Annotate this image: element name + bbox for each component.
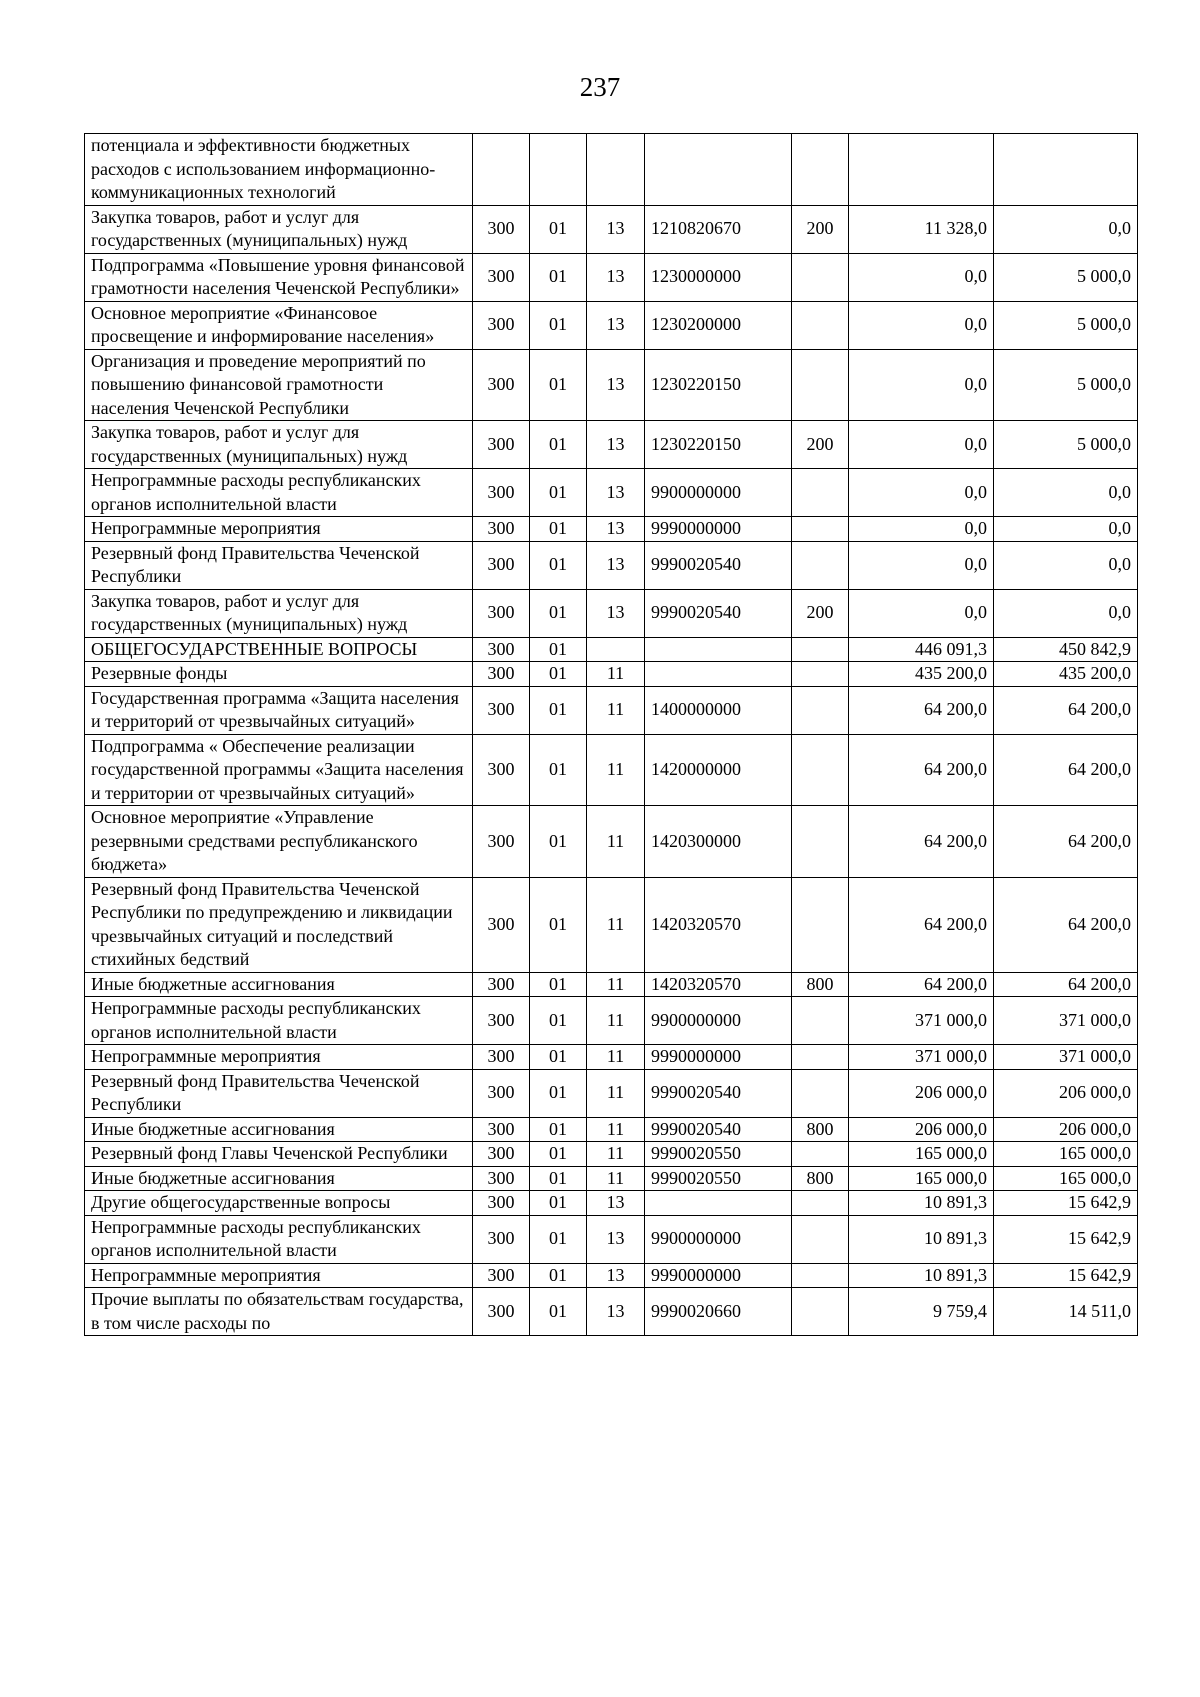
cell-description: Непрограммные мероприятия (85, 517, 473, 542)
cell-amount-year-1: 206 000,0 (849, 1069, 994, 1117)
cell-description: ОБЩЕГОСУДАРСТВЕННЫЕ ВОПРОСЫ (85, 637, 473, 662)
cell-description: Иные бюджетные ассигнования (85, 1117, 473, 1142)
cell-section-code: 01 (530, 1117, 587, 1142)
cell-target-article: 9900000000 (645, 469, 792, 517)
cell-target-article: 1420000000 (645, 734, 792, 806)
cell-section-code (530, 134, 587, 206)
table-body (85, 134, 1138, 1336)
cell-target-article (645, 637, 792, 662)
cell-amount-year-1: 0,0 (849, 517, 994, 542)
cell-department-code: 300 (473, 972, 530, 997)
cell-amount-year-2: 0,0 (994, 541, 1138, 589)
cell-amount-year-1: 165 000,0 (849, 1142, 994, 1167)
table-row (85, 1117, 1138, 1142)
table-row (85, 349, 1138, 421)
cell-expense-type (792, 1069, 849, 1117)
cell-description: Непрограммные мероприятия (85, 1045, 473, 1070)
cell-target-article: 9900000000 (645, 1215, 792, 1263)
table-row (85, 734, 1138, 806)
cell-department-code: 300 (473, 806, 530, 878)
table-row (85, 997, 1138, 1045)
cell-section-code: 01 (530, 205, 587, 253)
cell-expense-type (792, 1191, 849, 1216)
cell-department-code: 300 (473, 517, 530, 542)
cell-amount-year-2: 5 000,0 (994, 421, 1138, 469)
cell-description: Закупка товаров, работ и услуг для государственных (муниципальных) нужд (85, 421, 473, 469)
cell-subsection-code: 13 (587, 253, 645, 301)
table-row (85, 1045, 1138, 1070)
cell-section-code: 01 (530, 589, 587, 637)
cell-section-code: 01 (530, 541, 587, 589)
cell-subsection-code: 13 (587, 469, 645, 517)
cell-target-article: 9900000000 (645, 997, 792, 1045)
cell-expense-type (792, 301, 849, 349)
table-row (85, 662, 1138, 687)
table-row (85, 134, 1138, 206)
cell-description: Иные бюджетные ассигнования (85, 972, 473, 997)
cell-expense-type: 200 (792, 589, 849, 637)
cell-amount-year-1: 10 891,3 (849, 1263, 994, 1288)
cell-target-article: 1420320570 (645, 877, 792, 972)
cell-section-code: 01 (530, 997, 587, 1045)
cell-amount-year-1: 371 000,0 (849, 1045, 994, 1070)
cell-amount-year-1: 64 200,0 (849, 734, 994, 806)
cell-subsection-code: 11 (587, 686, 645, 734)
cell-amount-year-1: 64 200,0 (849, 972, 994, 997)
cell-section-code: 01 (530, 1069, 587, 1117)
cell-subsection-code: 11 (587, 972, 645, 997)
cell-description: Непрограммные мероприятия (85, 1263, 473, 1288)
cell-amount-year-1: 165 000,0 (849, 1166, 994, 1191)
cell-department-code: 300 (473, 1215, 530, 1263)
cell-department-code: 300 (473, 349, 530, 421)
table-row (85, 517, 1138, 542)
cell-description: Закупка товаров, работ и услуг для государственных (муниципальных) нужд (85, 589, 473, 637)
table-row (85, 637, 1138, 662)
cell-department-code: 300 (473, 1288, 530, 1336)
cell-department-code: 300 (473, 637, 530, 662)
cell-amount-year-2: 15 642,9 (994, 1263, 1138, 1288)
cell-department-code: 300 (473, 877, 530, 972)
cell-subsection-code: 11 (587, 662, 645, 687)
cell-target-article: 9990000000 (645, 1045, 792, 1070)
cell-description: Резервный фонд Правительства Чеченской Республики по предупреждению и ликвидации чрезвычайных ситуаций и последствий стихийных бедствий (85, 877, 473, 972)
cell-amount-year-1: 0,0 (849, 301, 994, 349)
cell-description: Государственная программа «Защита населения и территорий от чрезвычайных ситуаций» (85, 686, 473, 734)
cell-department-code: 300 (473, 253, 530, 301)
cell-amount-year-2: 15 642,9 (994, 1215, 1138, 1263)
cell-department-code: 300 (473, 662, 530, 687)
cell-expense-type (792, 637, 849, 662)
cell-amount-year-1: 64 200,0 (849, 686, 994, 734)
cell-target-article (645, 1191, 792, 1216)
cell-section-code: 01 (530, 301, 587, 349)
table-row (85, 1215, 1138, 1263)
cell-department-code: 300 (473, 1191, 530, 1216)
cell-amount-year-2: 371 000,0 (994, 1045, 1138, 1070)
table-row (85, 972, 1138, 997)
table-row (85, 469, 1138, 517)
page-number: 237 (579, 72, 621, 102)
cell-section-code: 01 (530, 806, 587, 878)
cell-expense-type (792, 686, 849, 734)
cell-target-article: 9990020540 (645, 1069, 792, 1117)
cell-description: Резервный фонд Главы Чеченской Республики (85, 1142, 473, 1167)
cell-subsection-code: 13 (587, 1288, 645, 1336)
cell-target-article: 9990020540 (645, 1117, 792, 1142)
cell-subsection-code: 11 (587, 806, 645, 878)
cell-target-article (645, 662, 792, 687)
cell-expense-type (792, 662, 849, 687)
cell-description: Резервный фонд Правительства Чеченской Республики (85, 1069, 473, 1117)
cell-department-code: 300 (473, 1142, 530, 1167)
cell-section-code: 01 (530, 1166, 587, 1191)
cell-amount-year-2: 64 200,0 (994, 734, 1138, 806)
cell-description: Резервные фонды (85, 662, 473, 687)
cell-expense-type (792, 541, 849, 589)
cell-section-code: 01 (530, 517, 587, 542)
cell-amount-year-1: 0,0 (849, 421, 994, 469)
cell-target-article: 9990020540 (645, 589, 792, 637)
cell-expense-type (792, 1263, 849, 1288)
cell-description: Основное мероприятие «Финансовое просвещение и информирование населения» (85, 301, 473, 349)
cell-amount-year-2: 5 000,0 (994, 253, 1138, 301)
cell-subsection-code: 11 (587, 997, 645, 1045)
cell-amount-year-1: 64 200,0 (849, 806, 994, 878)
cell-amount-year-1: 64 200,0 (849, 877, 994, 972)
cell-expense-type (792, 806, 849, 878)
cell-subsection-code: 11 (587, 877, 645, 972)
cell-description: Иные бюджетные ассигнования (85, 1166, 473, 1191)
cell-subsection-code (587, 637, 645, 662)
cell-expense-type (792, 997, 849, 1045)
cell-subsection-code: 11 (587, 1069, 645, 1117)
cell-amount-year-1: 206 000,0 (849, 1117, 994, 1142)
cell-amount-year-1: 0,0 (849, 541, 994, 589)
cell-section-code: 01 (530, 1191, 587, 1216)
cell-target-article: 1400000000 (645, 686, 792, 734)
cell-target-article: 9990000000 (645, 517, 792, 542)
cell-target-article: 9990020660 (645, 1288, 792, 1336)
cell-target-article (645, 134, 792, 206)
cell-target-article: 9990020550 (645, 1142, 792, 1167)
cell-target-article: 1230220150 (645, 421, 792, 469)
cell-description: Непрограммные расходы республиканских органов исполнительной власти (85, 469, 473, 517)
cell-department-code: 300 (473, 734, 530, 806)
cell-description: Другие общегосударственные вопросы (85, 1191, 473, 1216)
budget-table (84, 133, 1138, 1336)
cell-department-code: 300 (473, 1045, 530, 1070)
cell-expense-type (792, 349, 849, 421)
cell-department-code: 300 (473, 1263, 530, 1288)
cell-expense-type (792, 134, 849, 206)
cell-amount-year-2: 206 000,0 (994, 1069, 1138, 1117)
cell-target-article: 9990000000 (645, 1263, 792, 1288)
cell-amount-year-2: 15 642,9 (994, 1191, 1138, 1216)
table-row (85, 806, 1138, 878)
cell-description: Закупка товаров, работ и услуг для государственных (муниципальных) нужд (85, 205, 473, 253)
cell-amount-year-2: 206 000,0 (994, 1117, 1138, 1142)
cell-target-article: 1420320570 (645, 972, 792, 997)
cell-section-code: 01 (530, 1288, 587, 1336)
cell-subsection-code: 13 (587, 421, 645, 469)
cell-amount-year-1: 0,0 (849, 253, 994, 301)
cell-expense-type (792, 517, 849, 542)
cell-amount-year-2: 0,0 (994, 469, 1138, 517)
table-row (85, 1263, 1138, 1288)
cell-expense-type: 200 (792, 205, 849, 253)
cell-target-article: 1230200000 (645, 301, 792, 349)
table-row (85, 877, 1138, 972)
cell-section-code: 01 (530, 637, 587, 662)
table-row (85, 1166, 1138, 1191)
cell-amount-year-2: 435 200,0 (994, 662, 1138, 687)
cell-department-code: 300 (473, 1117, 530, 1142)
cell-section-code: 01 (530, 877, 587, 972)
cell-subsection-code: 13 (587, 205, 645, 253)
cell-amount-year-1: 0,0 (849, 469, 994, 517)
cell-amount-year-2: 450 842,9 (994, 637, 1138, 662)
cell-section-code: 01 (530, 1215, 587, 1263)
cell-amount-year-1: 446 091,3 (849, 637, 994, 662)
cell-department-code: 300 (473, 421, 530, 469)
cell-expense-type (792, 877, 849, 972)
cell-department-code: 300 (473, 469, 530, 517)
cell-expense-type: 800 (792, 1117, 849, 1142)
cell-amount-year-2: 165 000,0 (994, 1166, 1138, 1191)
cell-section-code: 01 (530, 469, 587, 517)
cell-subsection-code: 11 (587, 1142, 645, 1167)
cell-amount-year-2: 64 200,0 (994, 877, 1138, 972)
cell-description: Прочие выплаты по обязательствам государства, в том числе расходы по (85, 1288, 473, 1336)
cell-section-code: 01 (530, 1045, 587, 1070)
cell-description: Резервный фонд Правительства Чеченской Республики (85, 541, 473, 589)
cell-target-article: 1230220150 (645, 349, 792, 421)
cell-amount-year-1: 371 000,0 (849, 997, 994, 1045)
cell-description: Подпрограмма «Повышение уровня финансовой грамотности населения Чеченской Республики» (85, 253, 473, 301)
cell-department-code: 300 (473, 205, 530, 253)
cell-department-code: 300 (473, 1166, 530, 1191)
cell-expense-type (792, 1215, 849, 1263)
cell-amount-year-2: 165 000,0 (994, 1142, 1138, 1167)
cell-description: Непрограммные расходы республиканских органов исполнительной власти (85, 1215, 473, 1263)
cell-department-code: 300 (473, 686, 530, 734)
cell-description: Организация и проведение мероприятий по повышению финансовой грамотности населения Чеченской Республики (85, 349, 473, 421)
cell-department-code: 300 (473, 301, 530, 349)
cell-amount-year-2: 64 200,0 (994, 972, 1138, 997)
cell-section-code: 01 (530, 686, 587, 734)
cell-expense-type: 800 (792, 1166, 849, 1191)
table-row (85, 589, 1138, 637)
cell-subsection-code: 13 (587, 517, 645, 542)
cell-amount-year-1 (849, 134, 994, 206)
cell-amount-year-2 (994, 134, 1138, 206)
cell-amount-year-2: 371 000,0 (994, 997, 1138, 1045)
cell-amount-year-2: 0,0 (994, 517, 1138, 542)
cell-section-code: 01 (530, 662, 587, 687)
cell-expense-type (792, 1142, 849, 1167)
cell-expense-type (792, 1288, 849, 1336)
cell-subsection-code: 13 (587, 1263, 645, 1288)
cell-expense-type (792, 253, 849, 301)
cell-subsection-code: 13 (587, 349, 645, 421)
cell-description: Подпрограмма « Обеспечение реализации государственной программы «Защита населения и территории от чрезвычайных ситуаций» (85, 734, 473, 806)
table-row (85, 421, 1138, 469)
table-row (85, 1288, 1138, 1336)
cell-expense-type: 200 (792, 421, 849, 469)
table-row (85, 205, 1138, 253)
cell-section-code: 01 (530, 349, 587, 421)
cell-expense-type (792, 469, 849, 517)
cell-expense-type: 800 (792, 972, 849, 997)
cell-section-code: 01 (530, 1142, 587, 1167)
cell-amount-year-2: 5 000,0 (994, 301, 1138, 349)
cell-target-article: 9990020540 (645, 541, 792, 589)
cell-subsection-code: 13 (587, 589, 645, 637)
cell-subsection-code: 11 (587, 1117, 645, 1142)
table-row (85, 253, 1138, 301)
cell-amount-year-1: 0,0 (849, 349, 994, 421)
cell-subsection-code: 13 (587, 1191, 645, 1216)
cell-description: Непрограммные расходы республиканских органов исполнительной власти (85, 997, 473, 1045)
cell-description: Основное мероприятие «Управление резервными средствами республиканского бюджета» (85, 806, 473, 878)
cell-amount-year-1: 10 891,3 (849, 1215, 994, 1263)
table-row (85, 1069, 1138, 1117)
cell-amount-year-2: 5 000,0 (994, 349, 1138, 421)
cell-department-code: 300 (473, 1069, 530, 1117)
cell-expense-type (792, 1045, 849, 1070)
table-row (85, 541, 1138, 589)
cell-target-article: 1230000000 (645, 253, 792, 301)
cell-section-code: 01 (530, 253, 587, 301)
cell-amount-year-2: 64 200,0 (994, 806, 1138, 878)
table-row (85, 686, 1138, 734)
cell-amount-year-2: 0,0 (994, 205, 1138, 253)
cell-amount-year-1: 435 200,0 (849, 662, 994, 687)
table-row (85, 301, 1138, 349)
cell-department-code: 300 (473, 541, 530, 589)
cell-amount-year-2: 0,0 (994, 589, 1138, 637)
cell-amount-year-1: 11 328,0 (849, 205, 994, 253)
cell-section-code: 01 (530, 1263, 587, 1288)
cell-subsection-code (587, 134, 645, 206)
table-row (85, 1191, 1138, 1216)
cell-amount-year-2: 64 200,0 (994, 686, 1138, 734)
cell-subsection-code: 11 (587, 734, 645, 806)
cell-subsection-code: 13 (587, 1215, 645, 1263)
cell-subsection-code: 11 (587, 1166, 645, 1191)
cell-amount-year-1: 9 759,4 (849, 1288, 994, 1336)
cell-amount-year-2: 14 511,0 (994, 1288, 1138, 1336)
cell-target-article: 1420300000 (645, 806, 792, 878)
cell-subsection-code: 13 (587, 541, 645, 589)
cell-target-article: 9990020550 (645, 1166, 792, 1191)
cell-section-code: 01 (530, 421, 587, 469)
cell-department-code: 300 (473, 589, 530, 637)
cell-section-code: 01 (530, 972, 587, 997)
cell-department-code: 300 (473, 997, 530, 1045)
cell-department-code (473, 134, 530, 206)
cell-amount-year-1: 0,0 (849, 589, 994, 637)
cell-expense-type (792, 734, 849, 806)
table-row (85, 1142, 1138, 1167)
cell-section-code: 01 (530, 734, 587, 806)
cell-subsection-code: 13 (587, 301, 645, 349)
cell-target-article: 1210820670 (645, 205, 792, 253)
cell-description: потенциала и эффективности бюджетных расходов с использованием информационно-коммуникационных технологий (85, 134, 473, 206)
cell-amount-year-1: 10 891,3 (849, 1191, 994, 1216)
cell-subsection-code: 11 (587, 1045, 645, 1070)
